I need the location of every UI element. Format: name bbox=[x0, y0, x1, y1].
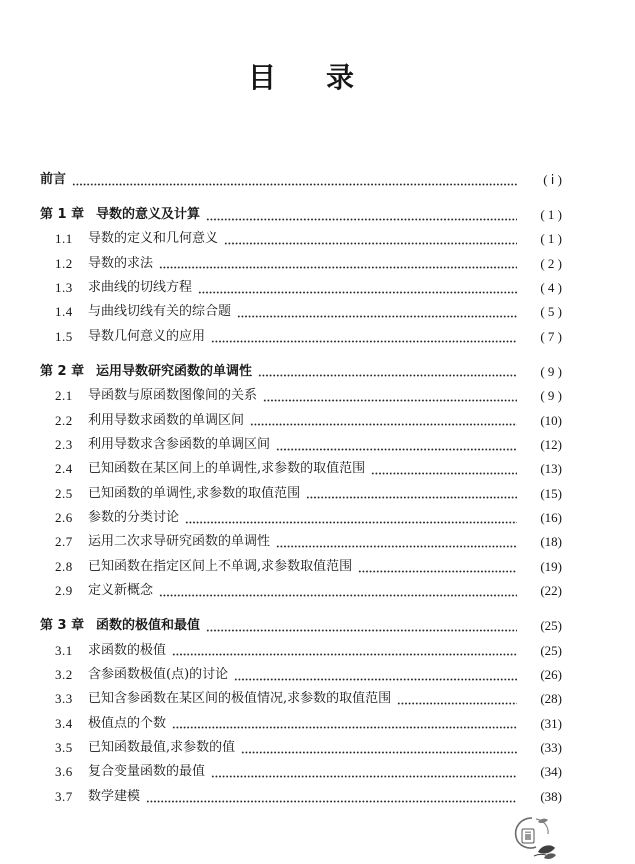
dot-leader bbox=[146, 800, 517, 803]
section-number: 2.7 bbox=[55, 534, 73, 550]
toc-section-3-3 bbox=[0, 687, 635, 711]
page-number: (33) bbox=[540, 740, 562, 756]
dot-leader bbox=[250, 423, 517, 426]
chapter-number: 第 1 章 bbox=[40, 206, 85, 222]
dot-leader bbox=[198, 291, 517, 294]
section-number: 3.1 bbox=[55, 642, 73, 658]
dot-leader bbox=[276, 545, 517, 548]
dot-leader bbox=[206, 218, 517, 221]
page-number: (22) bbox=[540, 583, 562, 599]
dot-leader bbox=[276, 448, 517, 451]
page-number: (38) bbox=[540, 788, 562, 804]
section-number: 1.5 bbox=[55, 328, 73, 344]
front-matter-title: 前言 bbox=[40, 172, 67, 187]
dot-leader bbox=[172, 726, 517, 729]
section-title: 与曲线切线有关的综合题 bbox=[88, 304, 232, 320]
dot-leader bbox=[237, 315, 517, 318]
dot-leader bbox=[206, 629, 517, 632]
page-number: (26) bbox=[540, 666, 562, 682]
section-title: 定义新概念 bbox=[88, 583, 154, 599]
section-number: 1.3 bbox=[55, 280, 73, 296]
page-number: ( 4 ) bbox=[540, 280, 562, 296]
dot-leader bbox=[371, 472, 517, 475]
page-number: (15) bbox=[540, 485, 562, 501]
section-title: 已知函数的单调性,求参数的取值范围 bbox=[88, 485, 301, 501]
section-number: 1.2 bbox=[55, 255, 73, 271]
dot-leader bbox=[234, 678, 517, 681]
page-number: (34) bbox=[540, 764, 562, 780]
toc-section-1-3 bbox=[0, 276, 635, 300]
section-title: 求曲线的切线方程 bbox=[88, 280, 193, 296]
section-number: 3.2 bbox=[55, 666, 73, 682]
toc-chapter-3 bbox=[0, 614, 635, 638]
section-number: 2.4 bbox=[55, 461, 73, 477]
dot-leader bbox=[211, 340, 517, 343]
page-number: (31) bbox=[540, 715, 562, 731]
table-of-contents bbox=[0, 168, 635, 809]
toc-chapter-1 bbox=[0, 203, 635, 227]
toc-section-2-2 bbox=[0, 409, 635, 433]
toc-section-3-2 bbox=[0, 663, 635, 687]
page-number: ( ⅰ ) bbox=[543, 172, 562, 187]
chapter-number: 第 2 章 bbox=[40, 363, 85, 379]
toc-chapter-2 bbox=[0, 360, 635, 384]
dot-leader bbox=[224, 242, 517, 245]
section-title: 参数的分类讨论 bbox=[88, 510, 180, 526]
page-number: (13) bbox=[540, 461, 562, 477]
section-number: 2.1 bbox=[55, 388, 73, 404]
page-number: ( 1 ) bbox=[540, 206, 562, 222]
section-number: 2.3 bbox=[55, 436, 73, 452]
toc-section-2-4 bbox=[0, 457, 635, 481]
toc-section-1-2 bbox=[0, 252, 635, 276]
section-number: 2.5 bbox=[55, 485, 73, 501]
toc-section-3-1 bbox=[0, 639, 635, 663]
toc-section-1-5 bbox=[0, 325, 635, 349]
toc-section-3-5 bbox=[0, 736, 635, 760]
page-number-badge: ⅲ bbox=[524, 831, 532, 843]
page-number: ( 9 ) bbox=[540, 363, 562, 379]
dot-leader bbox=[72, 183, 517, 186]
toc-section-3-7 bbox=[0, 785, 635, 809]
toc-section-2-3 bbox=[0, 433, 635, 457]
toc-section-3-6 bbox=[0, 760, 635, 784]
page-number: ( 1 ) bbox=[540, 231, 562, 247]
section-number: 1.1 bbox=[55, 231, 73, 247]
page-number: ( 5 ) bbox=[540, 304, 562, 320]
toc-front-matter bbox=[0, 168, 635, 192]
dot-leader bbox=[159, 266, 517, 269]
dot-leader bbox=[241, 751, 517, 754]
section-title: 极值点的个数 bbox=[88, 715, 167, 731]
page-number: ( 9 ) bbox=[540, 388, 562, 404]
section-title: 利用导数求含参函数的单调区间 bbox=[88, 436, 271, 452]
section-number: 3.3 bbox=[55, 691, 73, 707]
page-number: (25) bbox=[540, 618, 562, 634]
toc-section-3-4 bbox=[0, 712, 635, 736]
section-title: 已知函数在某区间上的单调性,求参数的取值范围 bbox=[88, 461, 366, 477]
page-number: (16) bbox=[540, 510, 562, 526]
section-title: 已知函数最值,求参数的值 bbox=[88, 740, 236, 756]
section-title: 含参函数极值(点)的讨论 bbox=[88, 666, 229, 682]
page-title: 目录 bbox=[248, 61, 405, 94]
toc-section-2-7 bbox=[0, 530, 635, 554]
chapter-title: 运用导数研究函数的单调性 bbox=[96, 363, 253, 379]
section-title: 导函数与原函数图像间的关系 bbox=[88, 388, 258, 404]
page-number: (18) bbox=[540, 534, 562, 550]
dot-leader bbox=[306, 496, 517, 499]
dot-leader bbox=[211, 775, 517, 778]
section-number: 2.9 bbox=[55, 583, 73, 599]
toc-section-2-9 bbox=[0, 579, 635, 603]
section-title: 数学建模 bbox=[88, 788, 141, 804]
toc-section-1-4 bbox=[0, 300, 635, 324]
section-title: 利用导数求函数的单调区间 bbox=[88, 412, 245, 428]
section-number: 2.6 bbox=[55, 510, 73, 526]
dot-leader bbox=[358, 570, 517, 573]
leaf-swirl-icon bbox=[508, 810, 560, 862]
section-title: 导数的定义和几何意义 bbox=[88, 231, 219, 247]
page-number: (12) bbox=[540, 436, 562, 452]
section-number: 3.6 bbox=[55, 764, 73, 780]
section-title: 运用二次求导研究函数的单调性 bbox=[88, 534, 271, 550]
dot-leader bbox=[172, 653, 517, 656]
section-title: 求函数的极值 bbox=[88, 642, 167, 658]
section-title: 已知含参函数在某区间的极值情况,求参数的取值范围 bbox=[88, 691, 392, 707]
dot-leader bbox=[185, 521, 517, 524]
page-number: (25) bbox=[540, 642, 562, 658]
chapter-number: 第 3 章 bbox=[40, 618, 85, 634]
section-title: 导数几何意义的应用 bbox=[88, 328, 206, 344]
page-number: ( 7 ) bbox=[540, 328, 562, 344]
chapter-title: 函数的极值和最值 bbox=[96, 618, 201, 634]
section-title: 导数的求法 bbox=[88, 255, 154, 271]
section-number: 1.4 bbox=[55, 304, 73, 320]
section-title: 已知函数在指定区间上不单调,求参数取值范围 bbox=[88, 558, 353, 574]
section-number: 2.2 bbox=[55, 412, 73, 428]
dot-leader bbox=[258, 374, 517, 377]
section-title: 复合变量函数的最值 bbox=[88, 764, 206, 780]
toc-section-2-5 bbox=[0, 482, 635, 506]
section-number: 3.7 bbox=[55, 788, 73, 804]
toc-section-2-1 bbox=[0, 384, 635, 408]
toc-section-1-1 bbox=[0, 227, 635, 251]
dot-leader bbox=[263, 399, 517, 402]
page-number: ( 2 ) bbox=[540, 255, 562, 271]
page-number: (19) bbox=[540, 558, 562, 574]
section-number: 3.5 bbox=[55, 740, 73, 756]
section-number: 2.8 bbox=[55, 558, 73, 574]
chapter-title: 导数的意义及计算 bbox=[96, 206, 201, 222]
section-number: 3.4 bbox=[55, 715, 73, 731]
toc-section-2-8 bbox=[0, 555, 635, 579]
dot-leader bbox=[397, 702, 517, 705]
page-number: (28) bbox=[540, 691, 562, 707]
page-number: (10) bbox=[540, 412, 562, 428]
dot-leader bbox=[159, 594, 517, 597]
toc-section-2-6 bbox=[0, 506, 635, 530]
